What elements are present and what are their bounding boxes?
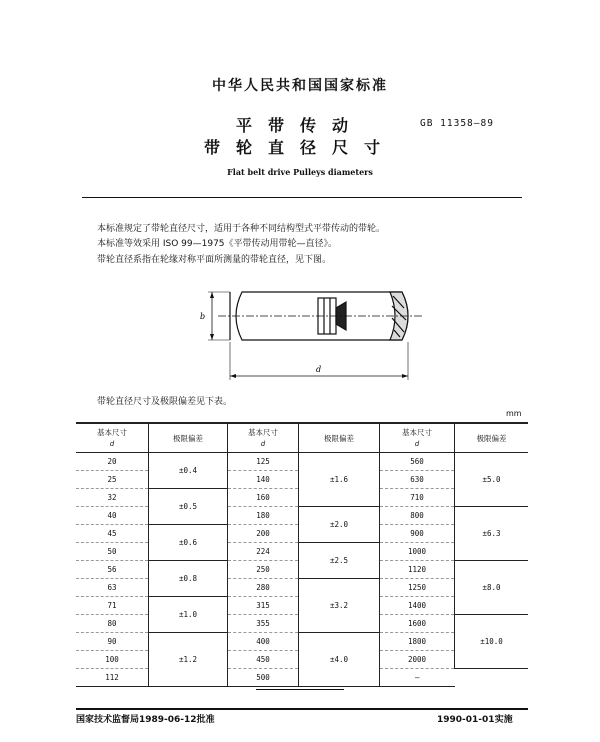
size-cell: 125: [228, 453, 299, 471]
approval-date: 国家技术监督局1989-06-12批准: [76, 715, 215, 725]
tolerance-cell: ±1.6: [299, 453, 380, 507]
size-cell: 710: [380, 489, 455, 507]
size-cell: 32: [76, 489, 149, 507]
implementation-date: 1990-01-01实施: [437, 715, 513, 725]
size-cell: 355: [228, 615, 299, 633]
size-cell: 450: [228, 651, 299, 669]
figure-label-d: d: [316, 365, 322, 374]
size-cell: 1600: [380, 615, 455, 633]
col-tol-header: 极限偏差: [455, 423, 529, 453]
scope-paragraph: 本标准规定了带轮直径尺寸，适用于各种不同结构型式平带传动的带轮。: [97, 224, 386, 234]
tolerance-cell: ±6.3: [455, 507, 529, 561]
size-cell: 400: [228, 633, 299, 651]
tolerance-cell: ±10.0: [455, 615, 529, 669]
size-cell: 1800: [380, 633, 455, 651]
size-cell: 1120: [380, 561, 455, 579]
definition-paragraph: 带轮直径系指在轮缘对称平面所测量的带轮直径，见下图。: [97, 255, 332, 265]
size-cell: 20: [76, 453, 149, 471]
size-cell: 45: [76, 525, 149, 543]
size-cell: 280: [228, 579, 299, 597]
size-cell: 56: [76, 561, 149, 579]
size-cell: 71: [76, 597, 149, 615]
col-size-header: 基本尺寸 d: [228, 423, 299, 453]
size-cell: 50: [76, 543, 149, 561]
size-cell: 112: [76, 669, 149, 687]
col-tol-header: 极限偏差: [149, 423, 228, 453]
tolerance-cell: ±8.0: [455, 561, 529, 615]
national-standard-heading: 中华人民共和国国家标准: [212, 78, 388, 94]
size-cell: 500: [228, 669, 299, 687]
tolerance-cell: ±0.8: [149, 561, 228, 597]
size-cell: 200: [228, 525, 299, 543]
size-cell: 2000: [380, 651, 455, 669]
document-title-line1: 平带传动: [235, 116, 364, 135]
footer-divider: [76, 708, 528, 710]
size-cell: 800: [380, 507, 455, 525]
figure-label-b: b: [200, 312, 206, 321]
size-cell: 560: [380, 453, 455, 471]
size-cell: 100: [76, 651, 149, 669]
size-cell: 40: [76, 507, 149, 525]
size-cell: 63: [76, 579, 149, 597]
size-cell: 180: [228, 507, 299, 525]
pulley-section-figure: [190, 280, 430, 385]
size-cell: 80: [76, 615, 149, 633]
tolerance-cell: ±1.2: [149, 633, 228, 687]
unit-label: mm: [506, 409, 522, 418]
tolerance-cell: ±5.0: [455, 453, 529, 507]
size-cell: 90: [76, 633, 149, 651]
size-cell: 25: [76, 471, 149, 489]
tolerance-cell: ±4.0: [299, 633, 380, 687]
size-cell: 1400: [380, 597, 455, 615]
table-row: [76, 507, 528, 525]
tolerance-cell: ±0.4: [149, 453, 228, 489]
standard-number: GB 11358—89: [420, 118, 494, 129]
equivalence-paragraph: 本标准等效采用 ISO 99—1975《平带传动用带轮—直径》。: [97, 239, 338, 249]
title-divider: [82, 197, 522, 198]
col-size-header: 基本尺寸 d: [380, 423, 455, 453]
size-cell: 900: [380, 525, 455, 543]
size-cell: —: [380, 669, 455, 687]
size-cell: 250: [228, 561, 299, 579]
col-size-header: 基本尺寸 d: [76, 423, 149, 453]
size-cell: 224: [228, 543, 299, 561]
size-cell: 630: [380, 471, 455, 489]
col-tol-header: 极限偏差: [299, 423, 380, 453]
end-of-text-rule: [256, 689, 344, 690]
table-row: [76, 453, 528, 471]
document-title-line2: 带轮直径尺寸: [203, 138, 396, 157]
table-intro: 带轮直径尺寸及极限偏差见下表。: [97, 397, 233, 407]
tolerance-cell: ±3.2: [299, 579, 380, 633]
size-cell: 160: [228, 489, 299, 507]
size-cell: 1000: [380, 543, 455, 561]
tolerance-cell: ±0.6: [149, 525, 228, 561]
size-cell: 140: [228, 471, 299, 489]
tolerance-cell: ±0.5: [149, 489, 228, 525]
tolerance-cell: ±2.0: [299, 507, 380, 543]
size-cell: 315: [228, 597, 299, 615]
tolerance-cell: ±2.5: [299, 543, 380, 579]
size-cell: 1250: [380, 579, 455, 597]
pulley-diameter-table: [76, 422, 528, 687]
english-title: Flat belt drive Pulleys diameters: [227, 167, 373, 177]
table-header-row: [76, 423, 528, 453]
tolerance-cell: ±1.0: [149, 597, 228, 633]
